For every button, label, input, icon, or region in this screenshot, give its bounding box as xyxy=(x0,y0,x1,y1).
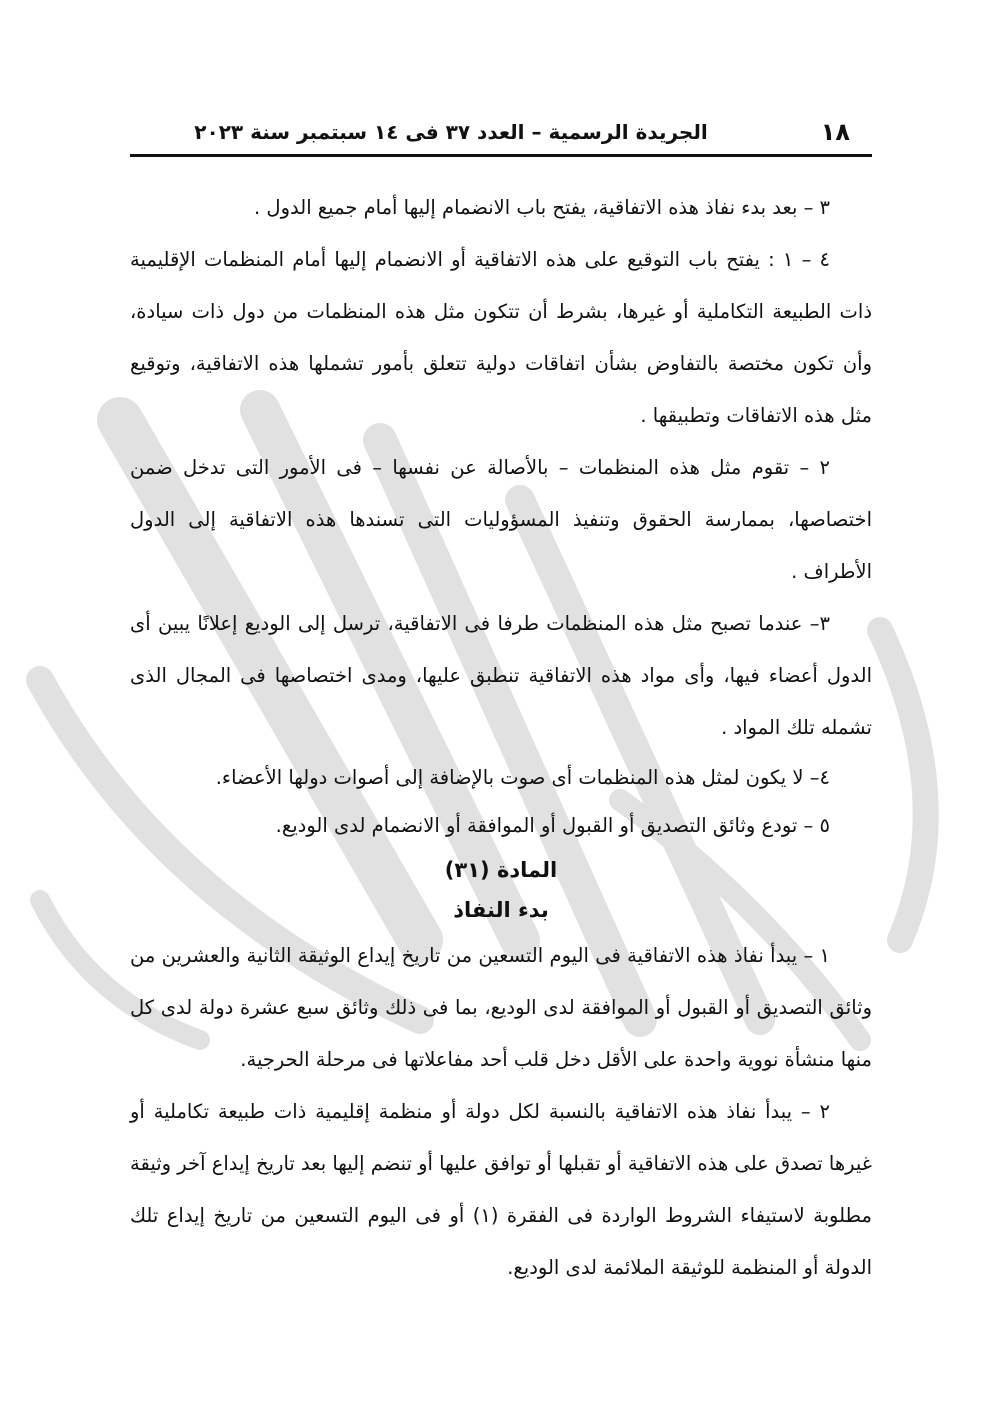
paragraph-1-entry-into-force: ١ – يبدأ نفاذ هذه الاتفاقية فى اليوم التسعين من تاريخ إيداع الوثيقة الثانية والعشرين من وثائق التصديق أو القبول أو الموافقة لدى الوديع، بما فى ذلك وثائق سبع عشرة دولة لدى كل منها منشأة نووية واحدة على الأقل دخل قلب أحد مفاعلاتها فى مرحلة الحرجية. xyxy=(130,944,872,1071)
document-body xyxy=(130,182,872,1294)
paragraph-2-entry-for-each-state: ٢ – يبدأ نفاذ هذه الاتفاقية بالنسبة لكل دولة أو منظمة إقليمية ذات طبيعة تكاملية أو غيرها تصدق على هذه الاتفاقية أو تقبلها أو توافق عليها أو تنضم إليها بعد تاريخ إيداع آخر وثيقة مطلوبة لاستيفاء الشروط الواردة فى الفقرة (١) أو فى اليوم التسعين من تاريخ إيداع تلك الدولة أو المنظمة للوثيقة الملائمة لدى الوديع. xyxy=(130,1100,873,1279)
paragraph-3-accession: ٣ – بعد بدء نفاذ هذه الاتفاقية، يفتح باب الانضمام إليها أمام جميع الدول . xyxy=(254,196,830,219)
paragraph-4-4-votes: ٤– لا يكون لمثل هذه المنظمات أى صوت بالإضافة إلى أصوات دولها الأعضاء. xyxy=(215,766,830,789)
page-number: ١٨ xyxy=(820,118,850,146)
paragraph-4-3-declaration: ٣– عندما تصبح مثل هذه المنظمات طرفا فى الاتفاقية، ترسل إلى الوديع إعلانًا يبين أى الدول أعضاء فيها، وأى مواد هذه الاتفاقية تنطبق عليها، ومدى اختصاصها فى المجال الذى تشمله تلك المواد . xyxy=(130,612,872,739)
page-header xyxy=(130,114,872,154)
article-title: المادة (٣١) xyxy=(444,858,558,882)
header-rule xyxy=(130,154,872,157)
article-subtitle: بدء النفاذ xyxy=(453,898,549,922)
paragraph-4-2-competence: ٢ – تقوم مثل هذه المنظمات – بالأصالة عن نفسها – فى الأمور التى تدخل ضمن اختصاصها، بممارسة الحقوق وتنفيذ المسؤوليات التى تسندها هذه الاتفاقية إلى الدول الأطراف . xyxy=(130,456,872,583)
running-head: الجريدة الرسمية – العدد ٣٧ فى ١٤ سبتمبر سنة ٢٠٢٣ xyxy=(194,120,708,144)
paragraph-4-1-regional-orgs: ٤ – ١ : يفتح باب التوقيع على هذه الاتفاقية أو الانضمام إليها أمام المنظمات الإقليمية ذات الطبيعة التكاملية أو غيرها، بشرط أن تتكون مثل هذه المنظمات من دول ذات سيادة، وأن تكون مختصة بالتفاوض بشأن اتفاقات دولية تتعلق بأمور تشملها هذه الاتفاقية، وتوقيع مثل هذه الاتفاقات وتطبيقها . xyxy=(130,248,872,427)
paragraph-5-deposit: ٥ – تودع وثائق التصديق أو القبول أو الموافقة أو الانضمام لدى الوديع. xyxy=(275,814,830,837)
